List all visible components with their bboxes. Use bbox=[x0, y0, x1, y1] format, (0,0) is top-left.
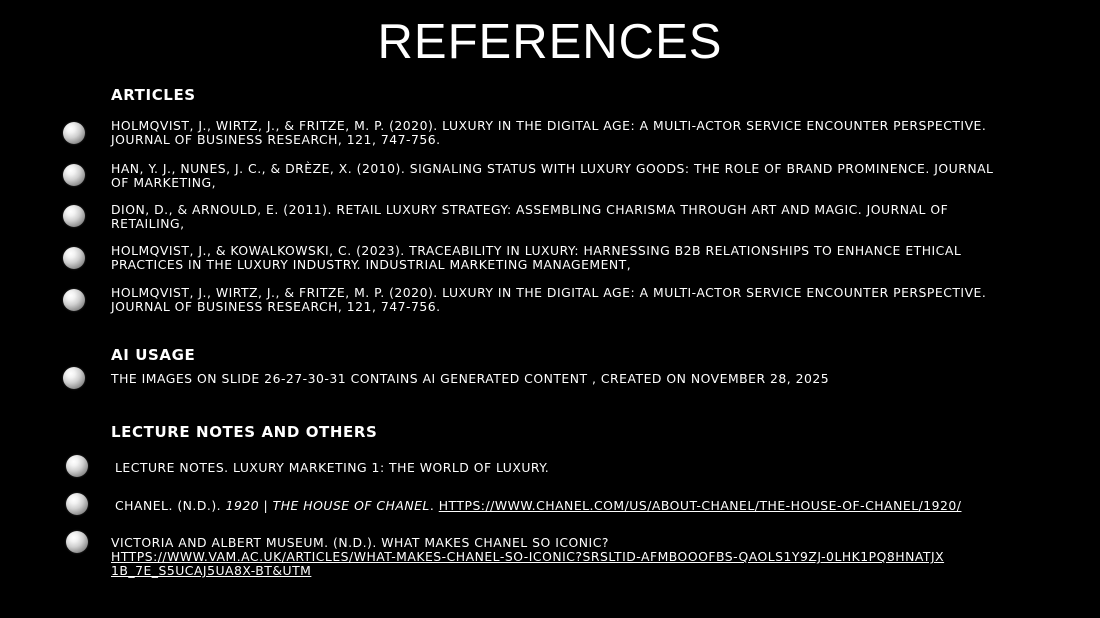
reference-item: THE IMAGES ON SLIDE 26-27-30-31 CONTAINS AI GENERATED CONTENT , CREATED ON NOVEMBER 28, 2025 bbox=[111, 371, 830, 386]
articles-heading: ARTICLES bbox=[111, 86, 196, 104]
pearl-bullet-icon bbox=[63, 247, 85, 269]
ai-usage-heading: AI USAGE bbox=[111, 346, 196, 364]
reference-item: DION, D., & ARNOULD, E. (2011). RETAIL LUXURY STRATEGY: ASSEMBLING CHARISMA THROUGH ART AND MAGIC. JOURNAL OF RETAILING, bbox=[111, 202, 949, 231]
pearl-bullet-icon bbox=[66, 531, 88, 553]
reference-text: VICTORIA AND ALBERT MUSEUM. (N.D.). WHAT MAKES CHANEL SO ICONIC? bbox=[111, 535, 609, 550]
reference-item: HOLMQVIST, J., & KOWALKOWSKI, C. (2023). TRACEABILITY IN LUXURY: HARNESSING B2B RELATIONSHIPS TO ENHANCE ETHICAL PRACTICES IN THE LUXURY INDUSTRY. INDUSTRIAL MARKETING MANAGEMENT, bbox=[111, 243, 962, 272]
pearl-bullet-icon bbox=[63, 205, 85, 227]
page-title: REFERENCES bbox=[377, 15, 723, 69]
reference-author: CHANEL. (N.D.). bbox=[115, 498, 226, 513]
pearl-bullet-icon bbox=[63, 367, 85, 389]
reference-item: HOLMQVIST, J., WIRTZ, J., & FRITZE, M. P. (2020). LUXURY IN THE DIGITAL AGE: A MULTI-ACTOR SERVICE ENCOUNTER PERSPECTIVE. JOURNAL OF BUSINESS RESEARCH, 121, 747-756. bbox=[111, 285, 987, 314]
pearl-bullet-icon bbox=[63, 164, 85, 186]
pearl-bullet-icon bbox=[63, 122, 85, 144]
reference-item: LECTURE NOTES. LUXURY MARKETING 1: THE WORLD OF LUXURY. bbox=[115, 460, 550, 475]
reference-separator: . bbox=[429, 498, 439, 513]
lecture-notes-heading: LECTURE NOTES AND OTHERS bbox=[111, 423, 378, 441]
reference-link[interactable]: HTTPS://WWW.VAM.AC.UK/ARTICLES/WHAT-MAKES-CHANEL-SO-ICONIC?SRSLTID-AFMBOOOFBS-QAOLS1Y9ZJ-0LHK1PQ8HNATJX1B_7E_S5UCAJ5UA8X-BT&UTM bbox=[111, 549, 945, 578]
reference-link[interactable]: HTTPS://WWW.CHANEL.COM/US/ABOUT-CHANEL/THE-HOUSE-OF-CHANEL/1920/ bbox=[438, 498, 962, 513]
reference-item bbox=[115, 499, 1085, 513]
pearl-bullet-icon bbox=[66, 455, 88, 477]
pearl-bullet-icon bbox=[66, 493, 88, 515]
reference-item bbox=[111, 536, 951, 578]
reference-item: HOLMQVIST, J., WIRTZ, J., & FRITZE, M. P. (2020). LUXURY IN THE DIGITAL AGE: A MULTI-ACTOR SERVICE ENCOUNTER PERSPECTIVE. JOURNAL OF BUSINESS RESEARCH, 121, 747-756. bbox=[111, 118, 987, 147]
reference-item: HAN, Y. J., NUNES, J. C., & DRÈZE, X. (2010). SIGNALING STATUS WITH LUXURY GOODS: THE ROLE OF BRAND PROMINENCE. JOURNAL OF MARKETING, bbox=[111, 161, 994, 190]
reference-title: 1920 | THE HOUSE OF CHANEL bbox=[225, 498, 430, 513]
pearl-bullet-icon bbox=[63, 289, 85, 311]
